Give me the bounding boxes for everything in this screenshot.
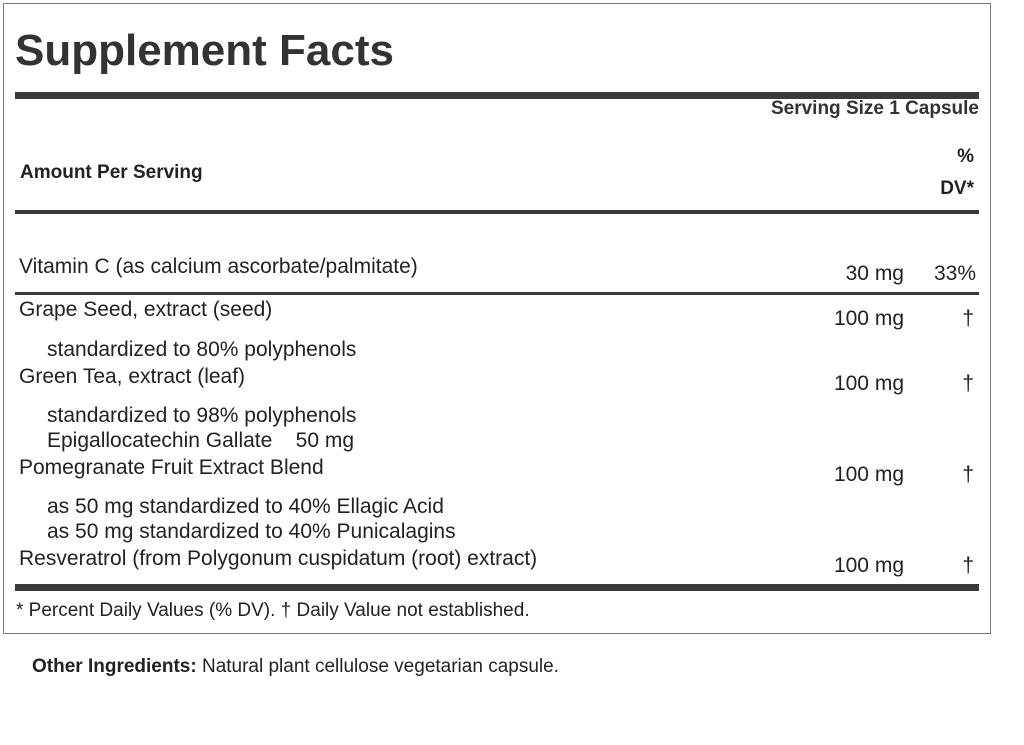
ingredient-name: Grape Seed, extract (seed) — [19, 298, 273, 321]
thick-divider-bottom — [15, 584, 979, 591]
ingredient-name: Resveratrol (from Polygonum cuspidatum (root) extract) — [19, 547, 538, 570]
panel-title: Supplement Facts — [15, 26, 394, 75]
nutrient-name: Vitamin C (as calcium ascorbate/palmitate) — [19, 255, 418, 278]
amount-per-serving-header: Amount Per Serving — [20, 162, 203, 183]
ingredient-subline: standardized to 80% polyphenols — [47, 338, 357, 361]
ingredient-subline: as 50 mg standardized to 40% Punicalagins — [47, 520, 456, 543]
dagger-icon: † — [962, 372, 974, 395]
dv-footnote: * Percent Daily Values (% DV). † Daily Value not established. — [16, 600, 530, 621]
nutrient-amount: 30 mg — [845, 262, 904, 285]
thin-divider — [15, 292, 979, 295]
other-ingredients-text: Natural plant cellulose vegetarian capsule. — [196, 656, 559, 677]
dagger-icon: † — [962, 554, 974, 577]
medium-divider — [15, 210, 979, 214]
dagger-icon: † — [962, 307, 974, 330]
ingredient-subline: standardized to 98% polyphenols — [47, 404, 357, 427]
ingredient-amount: 100 mg — [833, 554, 904, 577]
dv-header-percent: % — [957, 146, 974, 167]
ingredient-subline: Epigallocatechin Gallate 50 mg — [47, 429, 355, 452]
ingredient-name: Green Tea, extract (leaf) — [19, 365, 246, 388]
ingredient-amount: 100 mg — [833, 372, 904, 395]
dagger-icon: † — [962, 463, 974, 486]
ingredient-subline: as 50 mg standardized to 40% Ellagic Acid — [47, 495, 444, 518]
other-ingredients-label: Other Ingredients: — [32, 656, 197, 677]
ingredient-amount: 100 mg — [833, 307, 904, 330]
dv-header-dv: DV* — [940, 178, 974, 199]
serving-size: Serving Size 1 Capsule — [770, 98, 979, 119]
nutrient-dv: 33% — [933, 262, 976, 285]
other-ingredients — [32, 656, 559, 678]
ingredient-amount: 100 mg — [833, 463, 904, 486]
ingredient-name: Pomegranate Fruit Extract Blend — [19, 456, 324, 479]
